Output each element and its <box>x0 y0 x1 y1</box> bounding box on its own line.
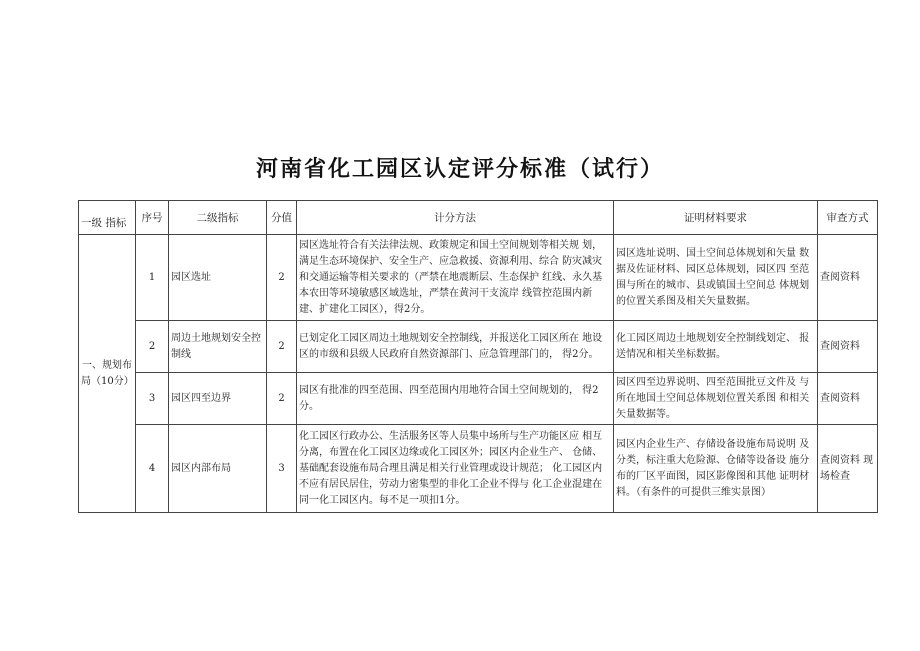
row-materials: 园区四至边界说明、四至范围批豆文件及 与所在地国土空间总体规划位置关系图 和相关矢量数据等。 <box>614 373 818 425</box>
header-seq: 序号 <box>136 201 169 235</box>
table-row <box>79 321 878 373</box>
row-level2-indicator: 园区内部布局 <box>169 425 267 513</box>
row-score: 2 <box>267 321 297 373</box>
row-seq: 2 <box>136 321 169 373</box>
row-score: 2 <box>267 235 297 321</box>
row-seq: 3 <box>136 373 169 425</box>
header-materials: 证明材料要求 <box>614 201 818 235</box>
row-seq: 4 <box>136 425 169 513</box>
row-scoring-method: 园区有批准的四至范围、四至范围内用地符合国土空间规划的， 得2分。 <box>297 373 614 425</box>
row-scoring-method: 园区选址符合有关法律法规、政策规定和国土空间规划等相关规 划，满足生态环境保护、安全生产、应急救援、资源利用、综合 防灾减灾和交通运输等相关要求的（严禁在地震断层、生态保护 红线、永久基本农田等环境敏感区域选址，严禁在黄河干支流岸 线管控范围内新建、扩建化工园区），得2分。 <box>297 235 614 321</box>
table-row <box>79 425 878 513</box>
row-materials: 化工园区周边土地规划安全控制线划定、 报送情况和相关坐标数据。 <box>614 321 818 373</box>
row-score: 2 <box>267 373 297 425</box>
header-level2-indicator: 二级指标 <box>169 201 267 235</box>
row-level2-indicator: 周边土地规划安全控制线 <box>169 321 267 373</box>
row-seq: 1 <box>136 235 169 321</box>
table-row <box>79 235 878 321</box>
row-review-method: 查阅资料 <box>818 235 878 321</box>
header-scoring-method: 计分方法 <box>297 201 614 235</box>
table-header-row <box>79 201 878 235</box>
header-level1-indicator: 一级 指标 <box>79 201 136 235</box>
header-review-method: 审查方式 <box>818 201 878 235</box>
header-score: 分值 <box>267 201 297 235</box>
row-scoring-method: 化工园区行政办公、生活服务区等人员集中场所与生产功能区应 相互分离，布置在化工园区边缘或化工园区外；园区内企业生产、 仓储、基础配套设施布局合理且满足相关行业管理或设计规范； 化工园区内不应有居民居住，劳动力密集型的非化工企业不得与 化工企业混建在同一化工园区内。每不足一项扣1分。 <box>297 425 614 513</box>
row-materials: 园区内企业生产、存储设备设施布局说明 及分类，标注重大危险源、仓储等设备设 施分布的厂区平面图，园区影像图和其他 证明材料。（有条件的可提供三维实景图） <box>614 425 818 513</box>
row-review-method: 查阅资料 <box>818 321 878 373</box>
row-scoring-method: 已划定化工园区周边土地规划安全控制线，并报送化工园区所在 地设区的市级和县级人民政府自然资源部门、应急管理部门的， 得2分。 <box>297 321 614 373</box>
row-review-method: 查阅资料 现场检查 <box>818 425 878 513</box>
scoring-table <box>78 200 878 513</box>
row-level2-indicator: 园区四至边界 <box>169 373 267 425</box>
document-title: 河南省化工园区认定评分标准（试行） <box>255 157 664 182</box>
row-score: 3 <box>267 425 297 513</box>
table-row <box>79 373 878 425</box>
row-level2-indicator: 园区选址 <box>169 235 267 321</box>
row-materials: 园区选址说明、国土空间总体规划和矢量 数据及佐证材料、园区总体规划，园区四 至范围与所在的城市、县或镇国土空间总 体规划的位置关系图及相关矢量数据。 <box>614 235 818 321</box>
level1-indicator-cell: 一、规划布局（10分） <box>79 235 136 513</box>
row-review-method: 查阅资料 <box>818 373 878 425</box>
